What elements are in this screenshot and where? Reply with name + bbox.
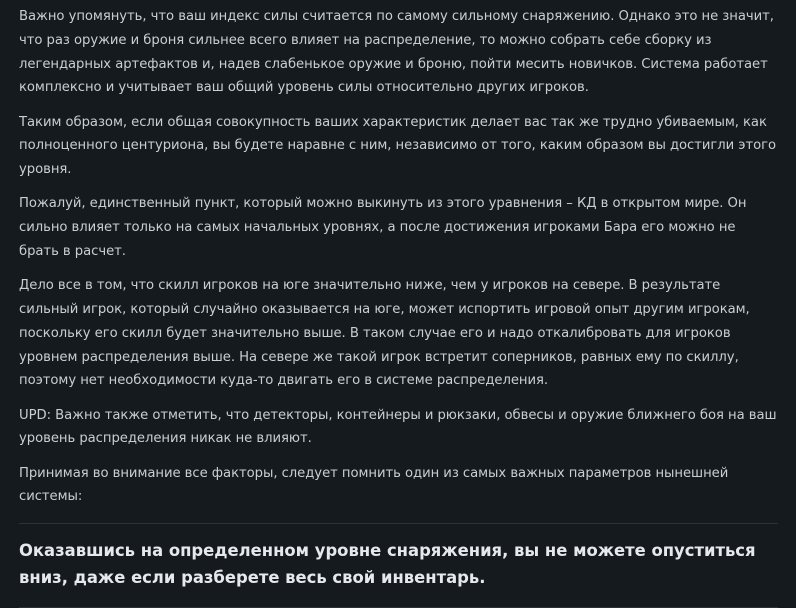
paragraph-gap [19,393,778,403]
paragraph-factors: Принимая во внимание все факторы, следует помнить один из самых важных параметров нынешней системы: [19,465,729,505]
paragraph-power-index: Важно упомянуть, что ваш индекс силы считается по самому сильному снаряжению. Однако это не значит, что раз оружие и броня сильнее всего влияет на распределение, то можно собрать себе сборку из легендарных артефактов и, надев слабенькое оружие и броню, пойти месить новичков. Система работает комплексно и учитывает ваш общий уровень силы относительно других игроков. [19,9,774,96]
paragraph-centurion: Таким образом, если общая совокупность ваших характеристик делает вас так же трудно убиваемым, как полноценного центуриона, вы будете наравне с ним, независимо от того, каким образом вы достигли этого уровня. [19,114,777,178]
paragraph-gap [19,451,778,461]
paragraph-gap [19,264,778,274]
paragraph-gap [19,182,778,192]
paragraph-kd-open-world: Пожалуй, единственный пункт, который можно выкинуть из этого уравнения – КД в открытом мире. Он сильно влияет только на самых начальных уровнях, а после достижения игроками Бара его можно не брать в расчет. [19,196,747,259]
paragraph-south-north-skill: Дело все в том, что скилл игроков на юге значительно ниже, чем у игроков на севере. В результате сильный игрок, который случайно оказывается на юге, может испортить игровой опыт другим игрокам, поскольку его скилл будет значительно выше. В таком случае его и надо откалибровать для игроков уровнем распределения выше. На севере же такой игрок встретит соперников, равных ему по скиллу, поэтому нет необходимости куда-то двигать его в системе распределения. [19,278,750,389]
paragraph-gap [19,100,778,110]
paragraph-update-note: UPD: Важно также отметить, что детекторы, контейнеры и рюкзаки, обвесы и оружие ближнего боя на ваш уровень распределения никак не влияют. [19,407,777,447]
highlight-quote: Оказавшись на определенном уровне снаряжения, вы не можете опуститься вниз, даже если разберете весь свой инвентарь. [19,541,756,588]
